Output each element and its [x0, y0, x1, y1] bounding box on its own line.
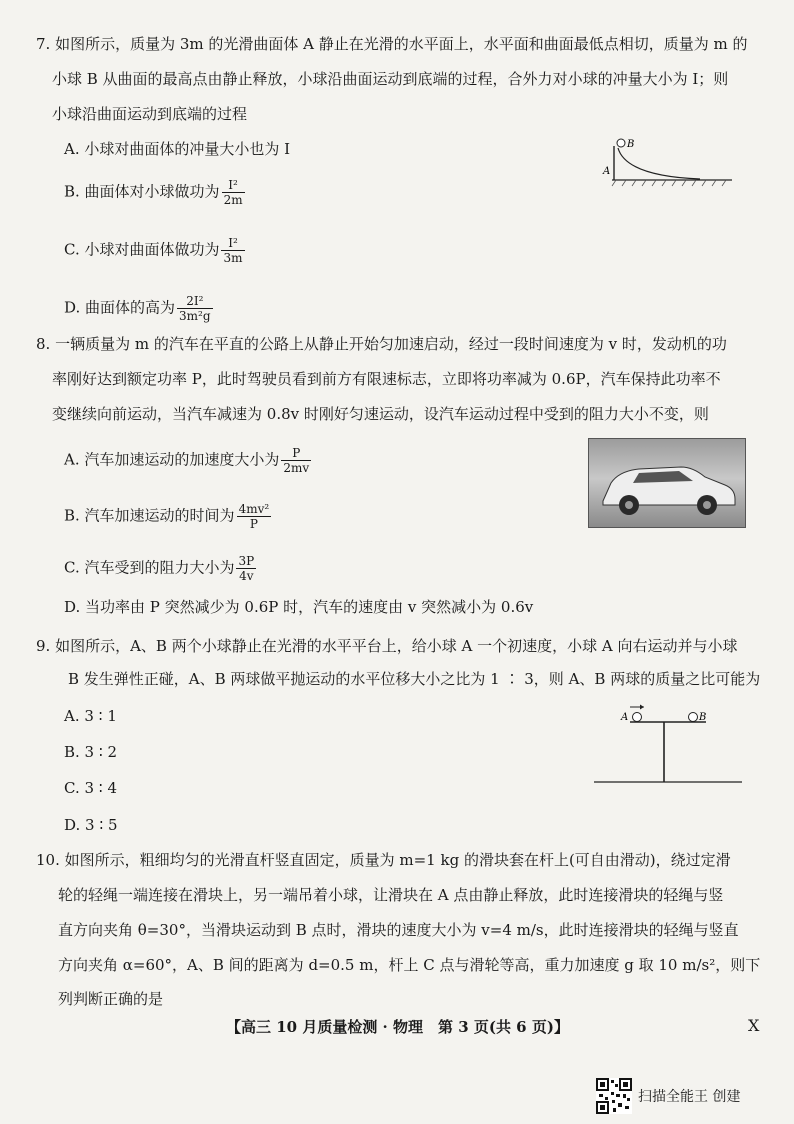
q8-option-a: A. 汽车加速运动的加速度大小为 $\frac{P}{2mv}$ [64, 446, 310, 475]
q10-stem-line2: 轮的轻绳一端连接在滑块上，另一端吊着小球，让滑块在 A 点由静止释放，此时连接滑块的轻绳与竖 [58, 886, 724, 904]
q7-stem-line3: 小球沿曲面运动到底端的过程 [52, 105, 248, 123]
q8-option-b: B. 汽车加速运动的时间为 $\frac{\text{4mv²}}{P}$ [64, 502, 270, 531]
car-photo [588, 438, 746, 528]
q7-option-d: D. 曲面体的高为 $\frac{\text{2I²}}{\text{3m²g}}$ [64, 294, 211, 323]
q7-option-c: C. 小球对曲面体做功为 $\frac{\text{I²}}{3m}$ [64, 236, 243, 265]
q7-option-b: B. 曲面体对小球做功为 $\frac{\text{I²}}{2m}$ [64, 178, 243, 207]
scanner-watermark-text: 扫描全能王 创建 [638, 1089, 741, 1105]
q9-stem-line1: 9. 如图所示，A、B 两个小球静止在光滑的水平平台上，给小球 A 一个初速度，小球 A 向右运动并与小球 [36, 637, 738, 655]
car-icon [589, 439, 745, 527]
footer-mark: X [748, 1016, 760, 1035]
q9-option-c: C. 3 ∶ 4 [64, 779, 118, 797]
q10-stem-line1: 10. 如图所示，粗细均匀的光滑直杆竖直固定，质量为 m=1 kg 的滑块套在杆上(可自由滑动)，绕过定滑 [36, 851, 731, 869]
q9-platform-figure [590, 700, 750, 786]
q10-stem-line3: 直方向夹角 θ=30°，当滑块运动到 B 点时，滑块的速度大小为 v=4 m/s，此时连接滑块的轻绳与竖直 [58, 921, 739, 939]
q8-stem-line2: 率刚好达到额定功率 P，此时驾驶员看到前方有限速标志，立即将功率减为 0.6P，汽车保持此功率不 [52, 370, 721, 388]
q9-label-b: B [699, 712, 707, 723]
q8-option-d: D. 当功率由 P 突然减少为 0.6P 时，汽车的速度由 v 突然减小为 0.6v [64, 598, 534, 616]
q8-stem-line3: 变继续向前运动，当汽车减速为 0.8v 时刚好匀速运动，设汽车运动过程中受到的阻力大小不变，则 [52, 405, 709, 423]
q7-curved-surface-figure [582, 132, 742, 188]
page-footer: 【高三 10 月质量检测 · 物理 第 3 页(共 6 页)】 [226, 1018, 569, 1036]
q7-stem-line2: 小球 B 从曲面的最高点由静止释放，小球沿曲面运动到底端的过程，合外力对小球的冲量大小为 I；则 [52, 70, 729, 88]
q9-option-a: A. 3 ∶ 1 [64, 707, 117, 725]
qr-code-icon [596, 1078, 632, 1114]
q10-stem-line4: 方向夹角 α=60°，A、B 间的距离为 d=0.5 m，杆上 C 点与滑轮等高，重力加速度 g 取 10 m/s²，则下 [58, 956, 761, 974]
q9-option-b: B. 3 ∶ 2 [64, 743, 118, 761]
scanner-watermark [596, 1078, 740, 1114]
q7-label-b: B [627, 139, 635, 150]
q8-stem-line1: 8. 一辆质量为 m 的汽车在平直的公路上从静止开始匀加速启动，经过一段时间速度为 v 时，发动机的功 [36, 335, 727, 353]
q7-stem-line1: 7. 如图所示，质量为 3m 的光滑曲面体 A 静止在光滑的水平面上，水平面和曲面最低点相切，质量为 m 的 [36, 35, 748, 53]
q7-option-a: A. 小球对曲面体的冲量大小也为 I [64, 140, 291, 158]
q8-option-c: C. 汽车受到的阻力大小为 $\frac{3P}{4v}$ [64, 554, 255, 583]
q9-label-a: A [621, 712, 629, 723]
q9-stem-line2: B 发生弹性正碰，A、B 两球做平抛运动的水平位移大小之比为 1 ∶ 3，则 A、B 两球的质量之比可能为 [68, 670, 761, 688]
q7-label-a: A [603, 166, 611, 177]
q10-stem-line5: 列判断正确的是 [58, 990, 164, 1008]
q9-option-d: D. 3 ∶ 5 [64, 816, 118, 834]
